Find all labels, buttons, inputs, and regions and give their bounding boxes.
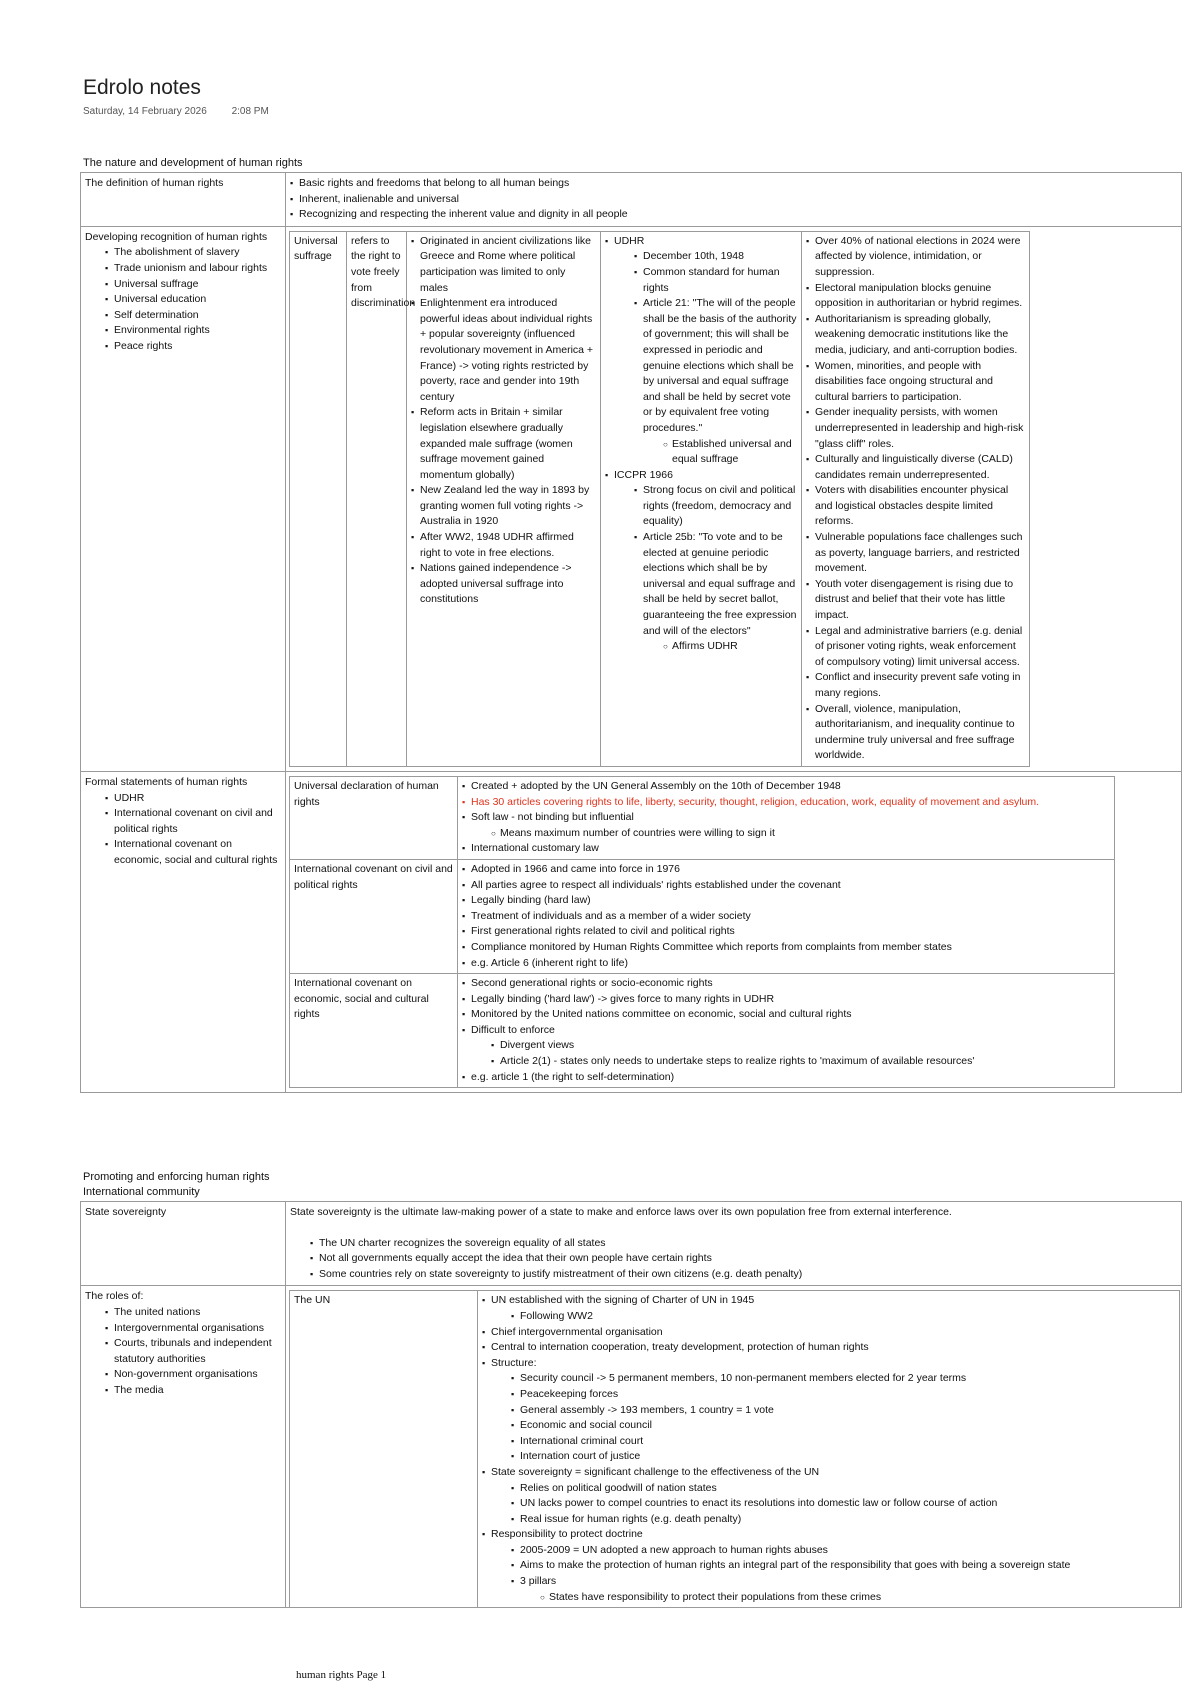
list-item: ▪ Has 30 articles covering rights to life, liberty, security, thought, religion, education, work, equality of movement and asylum. xyxy=(462,795,1110,811)
list-item: ▪ Second generational rights or socio-economic rights xyxy=(462,976,1110,992)
list-item: ▪ Security council -> 5 permanent members, 10 non-permanent members elected for 2 year terms xyxy=(511,1371,1175,1387)
list-item: ▪ Intergovernmental organisations xyxy=(105,1321,281,1337)
section-heading-nature: The nature and development of human rights xyxy=(83,157,303,169)
un-detail xyxy=(478,1291,1180,1607)
section-subheading: International community xyxy=(83,1186,200,1198)
un-title: The UN xyxy=(290,1291,478,1607)
list-item: ▪ Trade unionism and labour rights xyxy=(105,261,281,277)
suffrage-challenges-cell xyxy=(802,231,1030,766)
list-item: ○ Means maximum number of countries were willing to sign it xyxy=(491,826,1110,842)
promoting-table xyxy=(80,1201,1182,1608)
list-item: ▪ Peace rights xyxy=(105,339,281,355)
suffrage-term: Universal suffrage xyxy=(290,231,347,766)
list-item: ▪ Following WW2 xyxy=(511,1309,1175,1325)
list-item: ▪ Legal and administrative barriers (e.g. denial of prisoner voting rights, weak enforcement of compulsory voting) limit universal access. xyxy=(806,624,1025,671)
list-item: ▪ December 10th, 1948 xyxy=(634,249,797,265)
developing-cell xyxy=(81,226,286,771)
suffrage-definition: refers to the right to vote freely from discrimination xyxy=(347,231,407,766)
list-item: ▪ Over 40% of national elections in 2024 were affected by violence, intimidation, or suppression. xyxy=(806,234,1025,281)
list-item: ▪ Women, minorities, and people with disabilities face ongoing structural and cultural barriers to participation. xyxy=(806,359,1025,406)
icescr-title: International covenant on economic, social and cultural rights xyxy=(290,974,458,1088)
list-item: ▪ Strong focus on civil and political rights (freedom, democracy and equality) xyxy=(634,483,797,530)
un-sovereignty-list xyxy=(511,1481,1175,1528)
roles-label: The roles of: xyxy=(85,1290,144,1303)
table-row xyxy=(290,859,1115,973)
time-label: 2:08 PM xyxy=(231,106,269,117)
un-pillars-list xyxy=(540,1590,1175,1606)
list-item: ▪ Legally binding ('hard law') -> gives force to many rights in UDHR xyxy=(462,992,1110,1008)
list-item: ▪ Self determination xyxy=(105,308,281,324)
list-item: ▪ Culturally and linguistically diverse (CALD) candidates remain underrepresented. xyxy=(806,452,1025,483)
iccpr-sub xyxy=(663,639,797,655)
suffrage-law-cell xyxy=(601,231,802,766)
udhr-detail xyxy=(458,776,1115,859)
list-item xyxy=(511,1574,1175,1605)
developing-list xyxy=(105,245,281,354)
list-item: ▪ International criminal court xyxy=(511,1434,1175,1450)
list-item: ▪ New Zealand led the way in 1893 by granting women full voting rights -> Australia in 1920 xyxy=(411,483,596,530)
table-row xyxy=(290,1291,1180,1607)
soft-law: Soft law - not binding but influential xyxy=(471,811,634,824)
list-item: ▪ International customary law xyxy=(462,841,1110,857)
list-item: ▪ Overall, violence, manipulation, authoritarianism, and inequality continue to undermine truly universal and free suffrage worldwide. xyxy=(806,702,1025,764)
definition-list xyxy=(290,176,1177,223)
formal-table xyxy=(289,776,1115,1088)
list-item xyxy=(634,296,797,468)
list-item: ▪ The abolishment of slavery xyxy=(105,245,281,261)
list-item: ▪ Economic and social council xyxy=(511,1418,1175,1434)
list-item: ▪ Peacekeeping forces xyxy=(511,1387,1175,1403)
list-item: ▪ Real issue for human rights (e.g. death penalty) xyxy=(511,1512,1175,1528)
list-item: ▪ e.g. article 1 (the right to self-determination) xyxy=(462,1070,1110,1086)
section-heading-promoting: Promoting and enforcing human rights xyxy=(83,1171,270,1183)
formal-detail-cell xyxy=(286,771,1182,1092)
iccpr-points xyxy=(634,483,797,655)
list-item xyxy=(605,234,797,468)
law-list xyxy=(605,234,797,655)
formal-list xyxy=(105,791,281,869)
list-item: ▪ After WW2, 1948 UDHR affirmed right to vote in free elections. xyxy=(411,530,596,561)
list-item: ▪ Youth voter disengagement is rising due to distrust and belief that their vote has little impact. xyxy=(806,577,1025,624)
iccpr-detail xyxy=(458,859,1115,973)
list-item: ▪ Adopted in 1966 and came into force in 1976 xyxy=(462,862,1110,878)
list-item xyxy=(482,1527,1175,1605)
list-item: ▪ Chief intergovernmental organisation xyxy=(482,1325,1175,1341)
list-item: ▪ The united nations xyxy=(105,1305,281,1321)
list-item: ▪ Relies on political goodwill of nation states xyxy=(511,1481,1175,1497)
un-established: UN established with the signing of Charter of UN in 1945 xyxy=(491,1294,755,1307)
roles-cell xyxy=(81,1286,286,1608)
date-label: Saturday, 14 February 2026 xyxy=(83,106,207,117)
formal-cell xyxy=(81,771,286,1092)
list-item: ▪ UN lacks power to compel countries to enact its resolutions into domestic law or follow course of action xyxy=(511,1496,1175,1512)
difficult-enforce: Difficult to enforce xyxy=(471,1023,555,1036)
table-row xyxy=(81,173,1182,227)
iccpr-detail-list xyxy=(462,862,1110,971)
table-row xyxy=(81,771,1182,1092)
icescr-detail-list xyxy=(462,976,1110,1085)
list-item: ▪ Non-government organisations xyxy=(105,1367,281,1383)
un-r2p-list xyxy=(511,1543,1175,1605)
udhr-sub xyxy=(663,437,797,468)
list-item xyxy=(634,530,797,655)
table-row xyxy=(81,1202,1182,1286)
table-row xyxy=(81,226,1182,771)
list-item: ▪ International covenant on economic, social and cultural rights xyxy=(105,837,281,868)
list-item: ▪ Common standard for human rights xyxy=(634,265,797,296)
list-item: ▪ Central to internation cooperation, treaty development, protection of human rights xyxy=(482,1340,1175,1356)
list-item: ▪ Article 2(1) - states only needs to undertake steps to realize rights to 'maximum of available resources' xyxy=(491,1054,1110,1070)
list-item: ▪ Aims to make the protection of human rights an integral part of the responsibility that goes with being a sovereign state xyxy=(511,1558,1175,1574)
suffrage-cell xyxy=(286,226,1182,771)
udhr-points xyxy=(634,249,797,467)
list-item: ▪ Treatment of individuals and as a member of a wider society xyxy=(462,909,1110,925)
definition-cell xyxy=(286,173,1182,227)
list-item: ▪ Compliance monitored by Human Rights Committee which reports from complaints from member states xyxy=(462,940,1110,956)
list-item: ▪ Voters with disabilities encounter physical and logistical obstacles despite limited reforms. xyxy=(806,483,1025,530)
un-table xyxy=(289,1290,1180,1607)
list-item: ▪ Basic rights and freedoms that belong to all human beings xyxy=(290,176,1177,192)
udhr-label: UDHR xyxy=(614,234,645,247)
un-structure: Structure: xyxy=(491,1356,537,1369)
roles-detail-cell xyxy=(286,1286,1182,1608)
sovereignty-label: State sovereignty xyxy=(81,1202,286,1286)
udhr-detail-list xyxy=(462,779,1110,857)
list-item: ▪ Internation court of justice xyxy=(511,1449,1175,1465)
list-item xyxy=(482,1293,1175,1324)
sovereignty-list xyxy=(310,1236,1177,1283)
page-title: Edrolo notes xyxy=(83,76,201,99)
table-row xyxy=(81,1286,1182,1608)
un-r2p: Responsibility to protect doctrine xyxy=(491,1528,643,1541)
list-item: ▪ General assembly -> 193 members, 1 country = 1 vote xyxy=(511,1403,1175,1419)
nature-table xyxy=(80,172,1182,1093)
list-item: ▪ Monitored by the United nations committee on economic, social and cultural rights xyxy=(462,1007,1110,1023)
page-footer: human rights Page 1 xyxy=(296,1669,387,1681)
list-item: ▪ The media xyxy=(105,1383,281,1399)
list-item: ▪ Courts, tribunals and independent statutory authorities xyxy=(105,1336,281,1367)
icescr-subs xyxy=(491,1038,1110,1069)
list-item: ▪ UDHR xyxy=(105,791,281,807)
list-item: ▪ Vulnerable populations face challenges such as poverty, language barriers, and restricted movement. xyxy=(806,530,1025,577)
un-established-sub xyxy=(511,1309,1175,1325)
list-item: ○ Affirms UDHR xyxy=(663,639,797,655)
developing-label: Developing recognition of human rights xyxy=(85,230,268,243)
definition-label: The definition of human rights xyxy=(81,173,286,227)
sovereignty-cell xyxy=(286,1202,1182,1286)
list-item: ▪ Inherent, inalienable and universal xyxy=(290,192,1177,208)
list-item: ▪ e.g. Article 6 (inherent right to life) xyxy=(462,956,1110,972)
list-item: ▪ Electoral manipulation blocks genuine opposition in authoritarian or hybrid regimes. xyxy=(806,281,1025,312)
formal-label: Formal statements of human rights xyxy=(85,775,248,788)
list-item: ○ Established universal and equal suffrage xyxy=(663,437,797,468)
list-item: ▪ Originated in ancient civilizations like Greece and Rome where political participation was limited to only males xyxy=(411,234,596,296)
list-item: ▪ Conflict and insecurity prevent safe voting in many regions. xyxy=(806,670,1025,701)
iccpr-label: ICCPR 1966 xyxy=(614,468,673,481)
icescr-detail xyxy=(458,974,1115,1088)
list-item: ▪ International covenant on civil and political rights xyxy=(105,806,281,837)
list-item: ▪ Universal suffrage xyxy=(105,277,281,293)
page-meta xyxy=(83,106,291,117)
udhr-title: Universal declaration of human rights xyxy=(290,776,458,859)
sovereignty-intro: State sovereignty is the ultimate law-making power of a state to make and enforce laws over its own population free from external interference. xyxy=(290,1206,952,1218)
un-list xyxy=(482,1293,1175,1605)
roles-list xyxy=(105,1305,281,1399)
list-item: ▪ 2005-2009 = UN adopted a new approach to human rights abuses xyxy=(511,1543,1175,1559)
list-item: ▪ Some countries rely on state sovereignty to justify mistreatment of their own citizens (e.g. death penalty) xyxy=(310,1267,1177,1283)
list-item: ▪ Environmental rights xyxy=(105,323,281,339)
soft-law-sub xyxy=(491,826,1110,842)
list-item xyxy=(482,1356,1175,1465)
table-row xyxy=(290,974,1115,1088)
challenges-list xyxy=(806,234,1025,764)
list-item: ▪ Legally binding (hard law) xyxy=(462,893,1110,909)
list-item: ▪ Reform acts in Britain + similar legislation elsewhere gradually expanded male suffrage (women suffrage movement gained momentum globally) xyxy=(411,405,596,483)
suffrage-history-cell xyxy=(407,231,601,766)
table-row xyxy=(290,231,1030,766)
iccpr-title: International covenant on civil and political rights xyxy=(290,859,458,973)
list-item xyxy=(482,1465,1175,1527)
list-item: ▪ Authoritarianism is spreading globally, weakening democratic institutions like the media, judiciary, and anti-corruption bodies. xyxy=(806,312,1025,359)
list-item: ○ States have responsibility to protect their populations from these crimes xyxy=(540,1590,1175,1606)
un-structure-list xyxy=(511,1371,1175,1465)
list-item: ▪ All parties agree to respect all individuals' rights established under the covenant xyxy=(462,878,1110,894)
list-item: ▪ Gender inequality persists, with women underrepresented in leadership and high-risk "glass cliff" roles. xyxy=(806,405,1025,452)
iccpr-article25: Article 25b: "To vote and to be elected at genuine periodic elections which shall be by universal and equal suffrage and shall be held by secret ballot, guaranteeing the free expression and will of the electors" xyxy=(643,531,797,637)
list-item: ▪ Universal education xyxy=(105,292,281,308)
list-item: ▪ First generational rights related to civil and political rights xyxy=(462,924,1110,940)
list-item: ▪ The UN charter recognizes the sovereign equality of all states xyxy=(310,1236,1177,1252)
list-item: ▪ Recognizing and respecting the inherent value and dignity in all people xyxy=(290,207,1177,223)
list-item xyxy=(605,468,797,655)
un-pillars: 3 pillars xyxy=(520,1575,557,1588)
un-sovereignty: State sovereignty = significant challenge to the effectiveness of the UN xyxy=(491,1465,820,1478)
list-item: ▪ Divergent views xyxy=(491,1038,1110,1054)
table-row xyxy=(290,776,1115,859)
list-item xyxy=(462,810,1110,841)
list-item: ▪ Enlightenment era introduced powerful ideas about individual rights + popular sovereignty (influenced revolutionary movement in America + France) -> voting rights restricted by poverty, race and gender into 19th century xyxy=(411,296,596,405)
suffrage-table xyxy=(289,231,1030,767)
udhr-article21: Article 21: "The will of the people shall be the basis of the authority of government; this will shall be expressed in periodic and genuine elections which shall be by universal and equal suffrage and shall be held by secret vote or by equivalent free voting procedures." xyxy=(643,297,797,434)
list-item: ▪ Not all governments equally accept the idea that their own people have certain rights xyxy=(310,1251,1177,1267)
list-item xyxy=(462,1023,1110,1070)
history-list xyxy=(411,234,596,608)
list-item: ▪ Created + adopted by the UN General Assembly on the 10th of December 1948 xyxy=(462,779,1110,795)
list-item: ▪ Nations gained independence -> adopted universal suffrage into constitutions xyxy=(411,561,596,608)
